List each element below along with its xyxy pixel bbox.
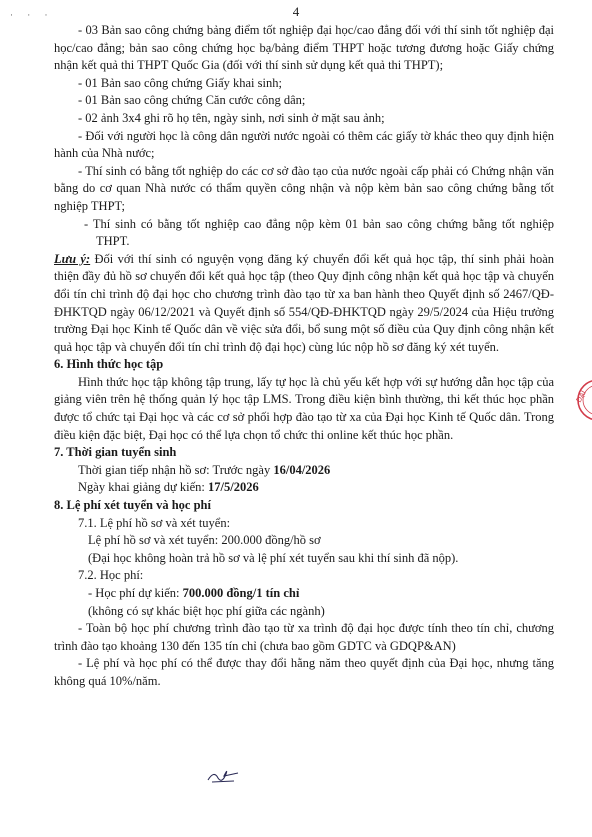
deadline-value: 16/04/2026	[273, 462, 331, 477]
tuition-fee	[54, 585, 554, 603]
list-item: - Đối với người học là công dân người nước ngoài có thêm các giấy tờ khác theo quy định hiện hành của Nhà nước;	[54, 128, 554, 161]
list-item: - 03 Bản sao công chứng bảng điểm tốt nghiệp đại học/cao đẳng đối với thí sinh tốt nghiệp đại học/cao đẳng; bản sao công chứng học bạ/bảng điểm THPT hoặc tương đương hoặc Giấy chứng nhận kết quả thi THPT Quốc Gia (đối với thí sinh sử dụng kết quả thi THPT);	[54, 23, 554, 73]
tuition-note: (không có sự khác biệt học phí giữa các ngành)	[88, 603, 325, 618]
list-item: - Thí sinh có bằng tốt nghiệp do các cơ sở đào tạo của nước ngoài cấp phải có Chứng nhận văn bằng do cơ quan Nhà nước có thẩm quyền công nhận và nộp kèm bản sao công chứng bằng tốt nghiệp THPT;	[54, 163, 554, 213]
signature-icon	[204, 764, 244, 786]
document-body	[54, 22, 554, 691]
tuition-total: - Toàn bộ học phí chương trình đào tạo từ xa trình độ đại học được tính theo tín chỉ, chương trình đào tạo khoảng 130 đến 135 tín chỉ (chưa bao gồm GDTC và GDQP&AN)	[54, 621, 554, 653]
opening-date	[54, 479, 554, 497]
svg-text:ĐẠI: ĐẠI	[574, 389, 588, 404]
opening-value: 17/5/2026	[208, 480, 259, 495]
list-item: - Thí sinh có bằng tốt nghiệp cao đẳng nộp kèm 01 bản sao công chứng bằng tốt nghiệp THPT.	[84, 216, 554, 249]
list-item: - 01 Bản sao công chứng Giấy khai sinh;	[78, 75, 282, 90]
list-item: - 02 ảnh 3x4 ghi rõ họ tên, ngày sinh, nơi sinh ở mặt sau ảnh;	[78, 110, 385, 125]
deadline-label: Thời gian tiếp nhận hồ sơ: Trước ngày	[78, 462, 274, 477]
tuition-value: 700.000 đồng/1 tín chỉ	[182, 586, 300, 600]
tuition-label: - Học phí dự kiến:	[88, 586, 183, 600]
admission-deadline	[54, 462, 554, 480]
subsection-7-1: 7.1. Lệ phí hồ sơ và xét tuyển:	[78, 515, 231, 530]
note-paragraph	[54, 251, 554, 357]
opening-label: Ngày khai giảng dự kiến:	[78, 480, 209, 495]
application-fee-note: (Đại học không hoàn trả hồ sơ và lệ phí xét tuyển sau khi thí sinh đã nộp).	[88, 550, 459, 565]
application-fee: Lệ phí hồ sơ và xét tuyển: 200.000 đồng/hồ sơ	[88, 533, 321, 548]
subsection-7-2: 7.2. Học phí:	[78, 568, 144, 583]
stamp-icon	[566, 378, 592, 422]
section-6-heading: 6. Hình thức học tập	[54, 357, 164, 372]
note-text: Đối với thí sinh có nguyện vọng đăng ký chuyển đổi kết quả học tập, thí sinh phải hoàn thiện đầy đủ hồ sơ chuyển đổi kết quả học tập (theo Quy định công nhận kết quả học tập và chuyển đổi tín chỉ trình độ đại học cho chương trình đào tạo từ xa ban hành theo Quyết định số 2467/QĐ-ĐHKTQD ngày 06/12/2021 và Quyết định số 554/QĐ-ĐHKTQD ngày 29/5/2024 của Hiệu trưởng trường Đại học Kinh tế Quốc dân về việc sửa đổi, bổ sung một số điều của Quy định công nhận kết quả học tập và chuyển đổi tín chỉ trình độ đại học) cùng lúc nộp hồ sơ đăng ký xét tuyển.	[54, 251, 554, 354]
note-label: Lưu ý:	[54, 251, 91, 266]
section-8-heading: 8. Lệ phí xét tuyển và học phí	[54, 498, 211, 513]
scan-dots: · · ·	[10, 10, 54, 20]
list-item: - 01 Bản sao công chứng Căn cước công dân;	[78, 93, 306, 108]
fee-change-note: - Lệ phí và học phí có thể được thay đổi hằng năm theo quyết định của Đại học, nhưng tăng không quá 10%/năm.	[54, 656, 554, 688]
section-6-text: Hình thức học tập không tập trung, lấy tự học là chủ yếu kết hợp với sự hướng dẫn học tập của giảng viên trên hệ thống quản lý học tập LMS. Trong điều kiện bình thường, thi kết thúc học phần được tổ chức tại Đại học và các cơ sở phối hợp đào tạo từ xa của Đại học Kinh tế Quốc dân. Trong điều kiện đặc biệt, Đại học có thể lựa chọn tổ chức thi online kết thúc học phần.	[54, 374, 554, 442]
page-number: 4	[292, 4, 300, 19]
section-7-heading: 7. Thời gian tuyển sinh	[54, 445, 177, 460]
